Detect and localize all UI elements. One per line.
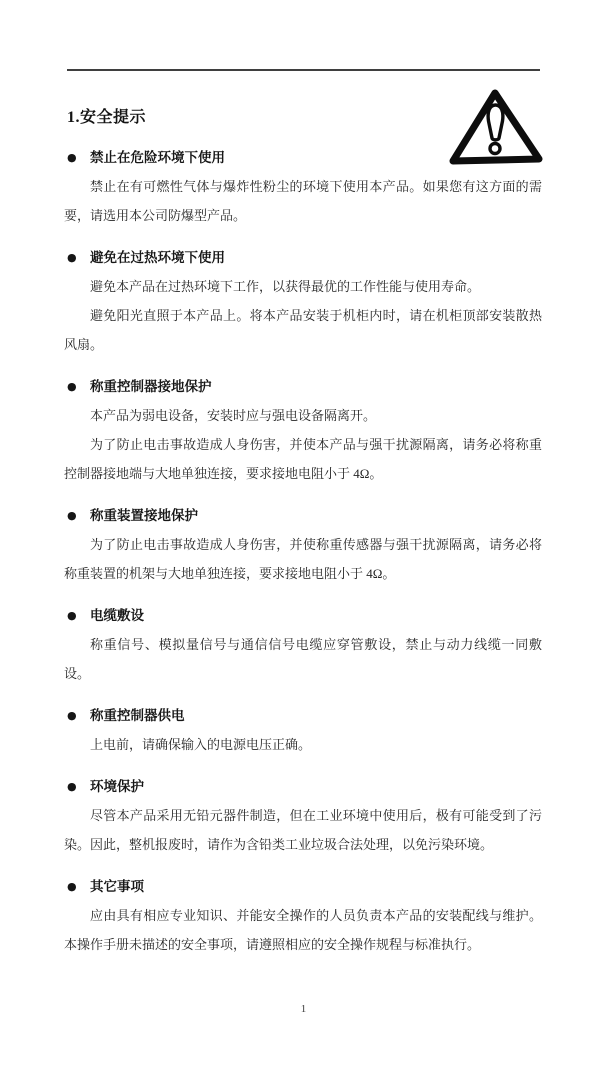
section-paragraph: 称重信号、模拟量信号与通信信号电缆应穿管敷设，禁止与动力线缆一同敷设。 [64, 637, 542, 681]
section-paragraph: 应由具有相应专业知识、并能安全操作的人员负责本产品的安装配线与维护。本操作手册未描述的安全事项，请遵照相应的安全操作规程与标准执行。 [64, 908, 542, 952]
section-heading-text: 避免在过热环境下使用 [90, 250, 225, 265]
section-paragraph: 本产品为弱电设备，安装时应与强电设备隔离开。 [90, 408, 377, 423]
section-paragraph: 避免阳光直照于本产品上。将本产品安装于机柜内时，请在机柜顶部安装散热风扇。 [64, 308, 542, 352]
bullet-icon: ● [67, 251, 77, 264]
section-environment-protection [64, 772, 542, 859]
section-cable-laying [64, 601, 542, 688]
section-heading [64, 701, 542, 730]
bullet-icon: ● [67, 509, 77, 522]
section-heading [64, 872, 542, 901]
section-heading [64, 243, 542, 272]
section-paragraph: 为了防止电击事故造成人身伤害，并使称重传感器与强干扰源隔离，请务必将称重装置的机架与大地单独连接，要求接地电阻小于 4Ω。 [64, 537, 542, 581]
section-heading-text: 禁止在危险环境下使用 [90, 150, 225, 165]
section-heading-text: 称重控制器供电 [90, 708, 185, 723]
section-avoid-overheat [64, 243, 542, 359]
section-other-matters [64, 872, 542, 959]
section-heading [64, 772, 542, 801]
section-heading-text: 环境保护 [90, 779, 144, 794]
section-heading [64, 501, 542, 530]
section-paragraph: 避免本产品在过热环境下工作，以获得最优的工作性能与使用寿命。 [90, 279, 481, 294]
section-paragraph: 禁止在有可燃性气体与爆炸性粉尘的环境下使用本产品。如果您有这方面的需要，请选用本公司防爆型产品。 [64, 179, 542, 223]
bullet-icon: ● [67, 151, 77, 164]
section-heading [64, 143, 542, 172]
section-controller-grounding [64, 372, 542, 488]
section-heading-text: 电缆敷设 [90, 608, 144, 623]
bullet-icon: ● [67, 780, 77, 793]
section-heading-text: 其它事项 [90, 879, 144, 894]
bullet-icon: ● [67, 709, 77, 722]
section-heading [64, 372, 542, 401]
safety-sections [64, 143, 542, 959]
bullet-icon: ● [67, 609, 77, 622]
section-controller-power [64, 701, 542, 759]
section-paragraph: 尽管本产品采用无铅元器件制造，但在工业环境中使用后，极有可能受到了污染。因此，整机报废时，请作为含铅类工业垃圾合法处理，以免污染环境。 [64, 808, 542, 852]
section-heading-text: 称重控制器接地保护 [90, 379, 212, 394]
page-title: 1.安全提示 [67, 109, 147, 126]
bullet-icon: ● [67, 880, 77, 893]
section-paragraph: 上电前，请确保输入的电源电压正确。 [90, 737, 312, 752]
page-number: 1 [300, 1003, 307, 1015]
section-heading-text: 称重装置接地保护 [90, 508, 198, 523]
bullet-icon: ● [67, 380, 77, 393]
top-horizontal-rule [67, 69, 540, 71]
section-heading [64, 601, 542, 630]
section-prohibit-hazardous-env [64, 143, 542, 230]
section-device-grounding [64, 501, 542, 588]
section-paragraph: 为了防止电击事故造成人身伤害，并使本产品与强干扰源隔离，请务必将称重控制器接地端与大地单独连接，要求接地电阻小于 4Ω。 [64, 437, 542, 481]
